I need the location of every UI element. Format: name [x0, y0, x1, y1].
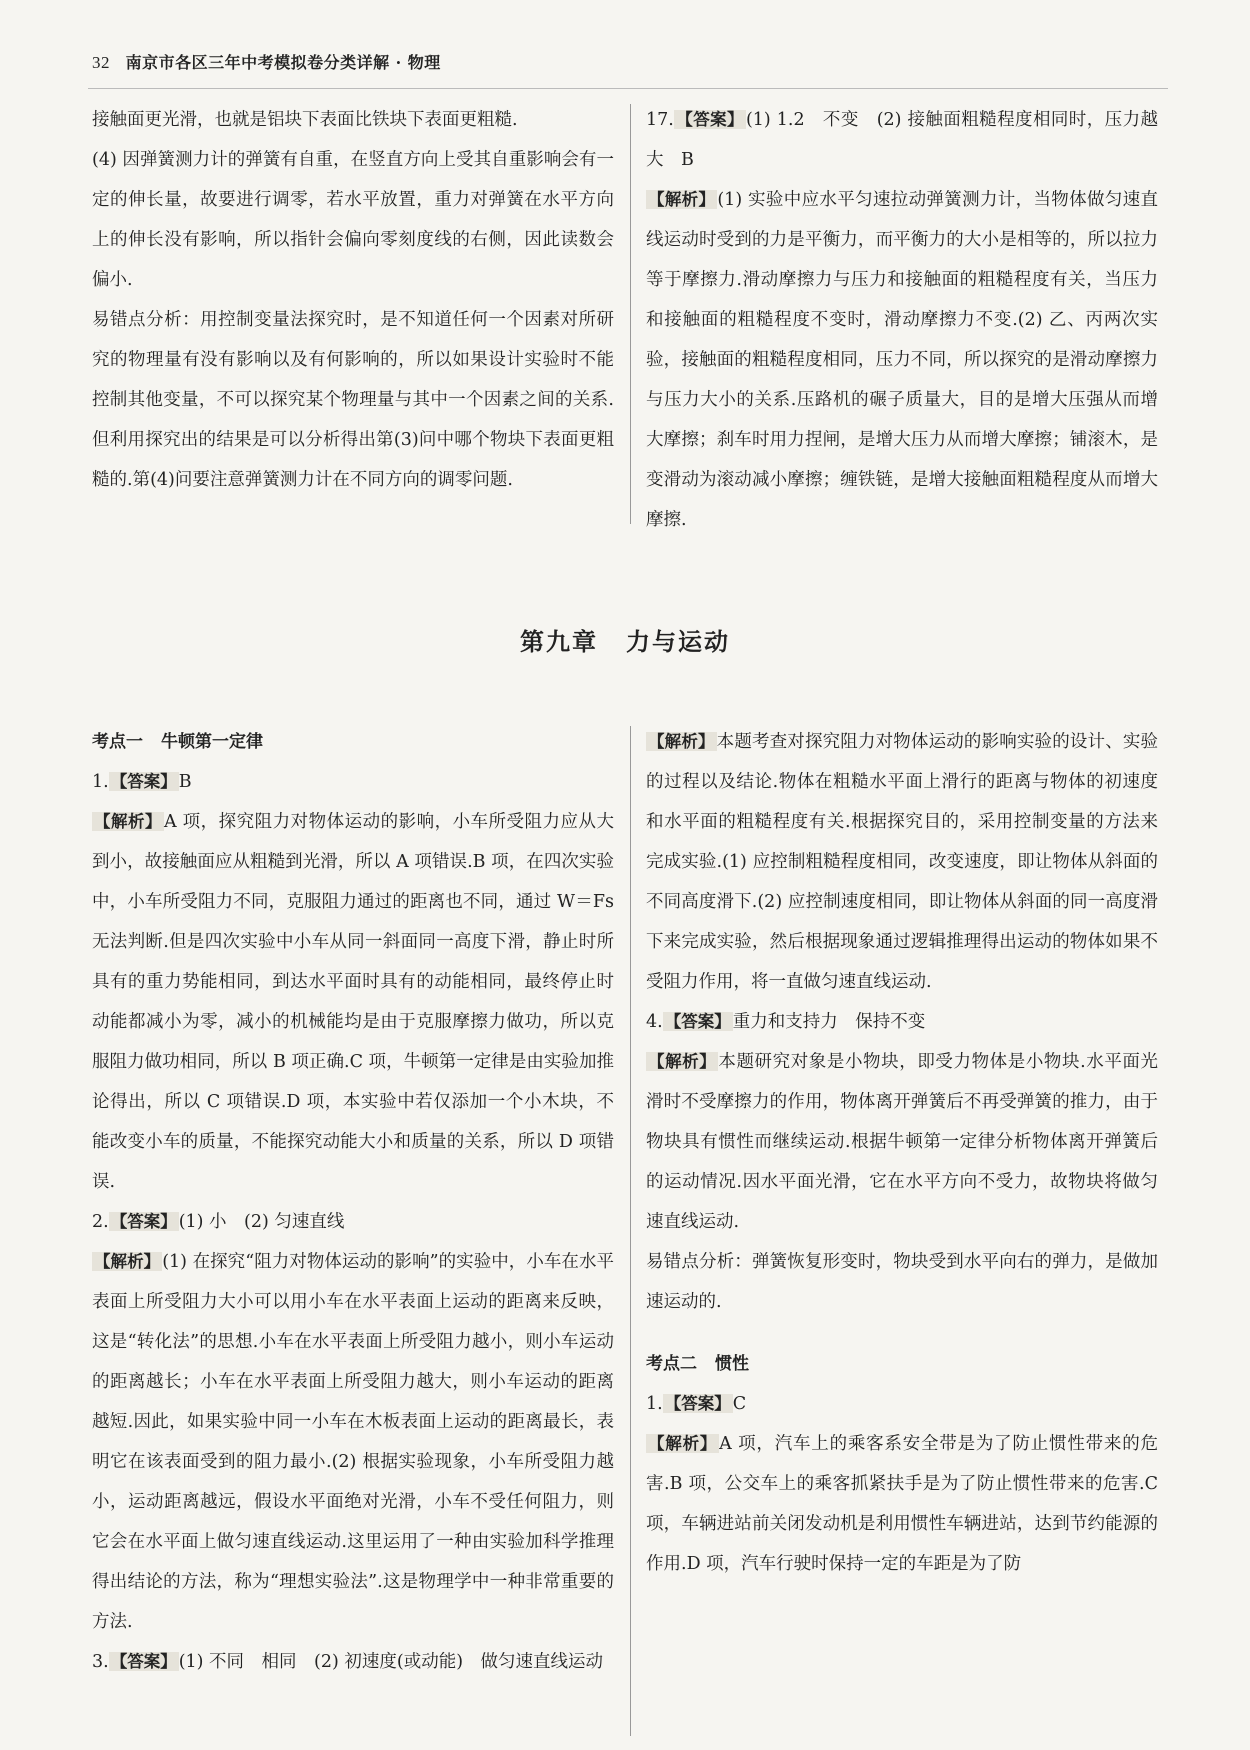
question-3-analysis: [646, 722, 1158, 1002]
answer-tag: 【答案】: [110, 1652, 177, 1671]
answer-text: (1) 不同 相同 (2) 初速度(或动能) 做匀速直线运动: [178, 1652, 604, 1672]
section-heading: [92, 722, 614, 762]
top-left-column: [92, 100, 614, 500]
analysis-text: 本题考查对探究阻力对物体运动的影响实验的设计、实验的过程以及结论.物体在粗糙水平面上滑行的距离与物体的初速度和水平面的粗糙程度有关.根据探究目的，采用控制变量的方法来完成实验.(1) 应控制粗糙程度相同，改变速度，即让物体从斜面的不同高度滑下.(2) 应控制速度相同，即让物体从斜面的同一高度滑下来完成实验，然后根据现象通过逻辑推理得出运动的物体如果不受阻力作用，将一直做匀速直线运动.: [646, 732, 1159, 992]
section-number: 考点二: [646, 1354, 697, 1374]
question-number: 4.: [646, 1012, 663, 1032]
chapter-title: [0, 622, 1250, 657]
paragraph: (4) 因弹簧测力计的弹簧有自重，在竖直方向上受其自重影响会有一定的伸长量，故要进行调零，若水平放置，重力对弹簧在水平方向上的伸长没有影响，所以指针会偏向零刻度线的右侧，因此读数会偏小.: [92, 150, 614, 290]
section-title: 惯性: [715, 1354, 749, 1374]
page-number: 32: [92, 53, 110, 72]
analysis-tag: 【解析】: [648, 190, 716, 209]
question-2-answer: [92, 1202, 614, 1242]
answer-text: 重力和支持力 保持不变: [732, 1012, 926, 1032]
analysis-text: 本题研究对象是小物块，即受力物体是小物块.水平面光滑时不受摩擦力的作用，物体离开弹簧后不再受弹簧的推力，由于物块具有惯性而继续运动.根据牛顿第一定律分析物体离开弹簧后的运动情况.因水平面光滑，它在水平方向不受力，故物块将做匀速直线运动.: [646, 1052, 1159, 1232]
answer-tag: 【答案】: [664, 1394, 731, 1413]
top-right-column: [646, 100, 1158, 540]
analysis-text: (1) 在探究“阻力对物体运动的影响”的实验中，小车在水平表面上所受阻力大小可以用小车在水平表面上运动的距离来反映，这是“转化法”的思想.小车在水平表面上所受阻力越小，则小车运动的距离越长；小车在水平表面上所受阻力越大，则小车运动的距离越短.因此，如果实验中同一小车在木板表面上运动的距离最长，表明它在该表面受到的阻力最小.(2) 根据实验现象，小车所受阻力越小，运动距离越远，假设水平面绝对光滑，小车不受任何阻力，则它会在水平面上做匀速直线运动.这里运用了一种由实验加科学推理得出结论的方法，称为“理想实验法”.这是物理学中一种非常重要的方法.: [92, 1252, 615, 1632]
answer-text: C: [732, 1394, 747, 1414]
book-title: 南京市各区三年中考模拟卷分类详解 · 物理: [125, 53, 441, 72]
analysis-tag: 【解析】: [94, 1252, 161, 1271]
question-17-answer: [646, 100, 1158, 180]
question-number: 1.: [92, 772, 109, 792]
analysis-tag: 【解析】: [648, 1434, 718, 1453]
analysis-tag: 【解析】: [94, 812, 162, 831]
question-4-analysis: [646, 1042, 1158, 1242]
answer-text: (1) 1.2 不变 (2) 接触面粗糙程度相同时，压力越大 B: [646, 110, 1158, 170]
analysis-text: (1) 实验中应水平匀速拉动弹簧测力计，当物体做匀速直线运动时受到的力是平衡力，而平衡力的大小是相等的，所以拉力等于摩擦力.滑动摩擦力与压力和接触面的粗糙程度有关，当压力和接触面的粗糙程度不变时，滑动摩擦力不变.(2) 乙、丙两次实验，接触面的粗糙程度相同，压力不同，所以探究的是滑动摩擦力与压力大小的关系.压路机的碾子质量大，目的是增大压强从而增大摩擦；刹车时用力捏闸，是增大压力从而增大摩擦；铺滚木，是变滑动为滚动减小摩擦；缠铁链，是增大接触面粗糙程度从而增大摩擦.: [646, 190, 1158, 530]
question-1-answer: [646, 1384, 1158, 1424]
spacer: [646, 1322, 1158, 1344]
paragraph: 易错点分析：用控制变量法探究时，是不知道任何一个因素对所研究的物理量有没有影响以及有何影响的，所以如果设计实验时不能控制其他变量，不可以探究某个物理量与其中一个因素之间的关系.但利用探究出的结果是可以分析得出第(3)问中哪个物块下表面更粗糙的.第(4)问要注意弹簧测力计在不同方向的调零问题.: [92, 310, 614, 490]
answer-text: B: [178, 772, 192, 792]
question-2-analysis: [92, 1242, 614, 1642]
bottom-left-column: [92, 722, 614, 1682]
paragraph: 接触面更光滑，也就是铝块下表面比铁块下表面更粗糙.: [92, 110, 518, 130]
analysis-tag: 【解析】: [648, 1052, 717, 1071]
answer-tag: 【答案】: [664, 1012, 731, 1031]
answer-tag: 【答案】: [675, 110, 744, 129]
question-1-analysis: [646, 1424, 1158, 1584]
error-analysis: 易错点分析：弹簧恢复形变时，物块受到水平向右的弹力，是做加速运动的.: [646, 1252, 1158, 1312]
question-number: 3.: [92, 1652, 109, 1672]
chapter-name: 力与运动: [626, 628, 730, 656]
question-1-analysis: [92, 802, 614, 1202]
bottom-right-column: [646, 722, 1158, 1584]
question-number: 1.: [646, 1394, 663, 1414]
answer-tag: 【答案】: [110, 772, 177, 791]
column-divider: [630, 104, 631, 524]
answer-tag: 【答案】: [110, 1212, 177, 1231]
analysis-text: A 项，汽车上的乘客系安全带是为了防止惯性带来的危害.B 项，公交车上的乘客抓紧扶手是为了防止惯性带来的危害.C 项，车辆进站前关闭发动机是利用惯性车辆进站，达到节约能源的作用.D 项，汽车行驶时保持一定的车距是为了防: [646, 1434, 1158, 1574]
question-17-analysis: [646, 180, 1158, 540]
analysis-tag: 【解析】: [648, 732, 715, 751]
answer-text: (1) 小 (2) 匀速直线: [178, 1212, 345, 1232]
chapter-number: 第九章: [520, 628, 598, 656]
section-number: 考点一: [92, 732, 143, 752]
question-3-answer: [92, 1642, 614, 1682]
section-heading: [646, 1344, 1158, 1384]
header-rule: [88, 88, 1168, 89]
analysis-text: A 项，探究阻力对物体运动的影响，小车所受阻力应从大到小，故接触面应从粗糙到光滑，所以 A 项错误.B 项，在四次实验中，小车所受阻力不同，克服阻力通过的距离也不同，通过 W＝Fs 无法判断.但是四次实验中小车从同一斜面同一高度下滑，静止时所具有的重力势能相同，到达水平面时具有的动能相同，最终停止时动能都减小为零，减小的机械能均是由于克服摩擦力做功，所以克服阻力做功相同，所以 B 项正确.C 项，牛顿第一定律是由实验加推论得出，所以 C 项错误.D 项，本实验中若仅添加一个小木块，不能改变小车的质量，不能探究动能大小和质量的关系，所以 D 项错误.: [92, 812, 615, 1192]
question-1-answer: [92, 762, 614, 802]
page-header: [92, 50, 441, 73]
question-number: 17.: [646, 110, 674, 130]
question-4-answer: [646, 1002, 1158, 1042]
section-title: 牛顿第一定律: [161, 732, 263, 752]
question-number: 2.: [92, 1212, 109, 1232]
column-divider: [630, 726, 631, 1736]
